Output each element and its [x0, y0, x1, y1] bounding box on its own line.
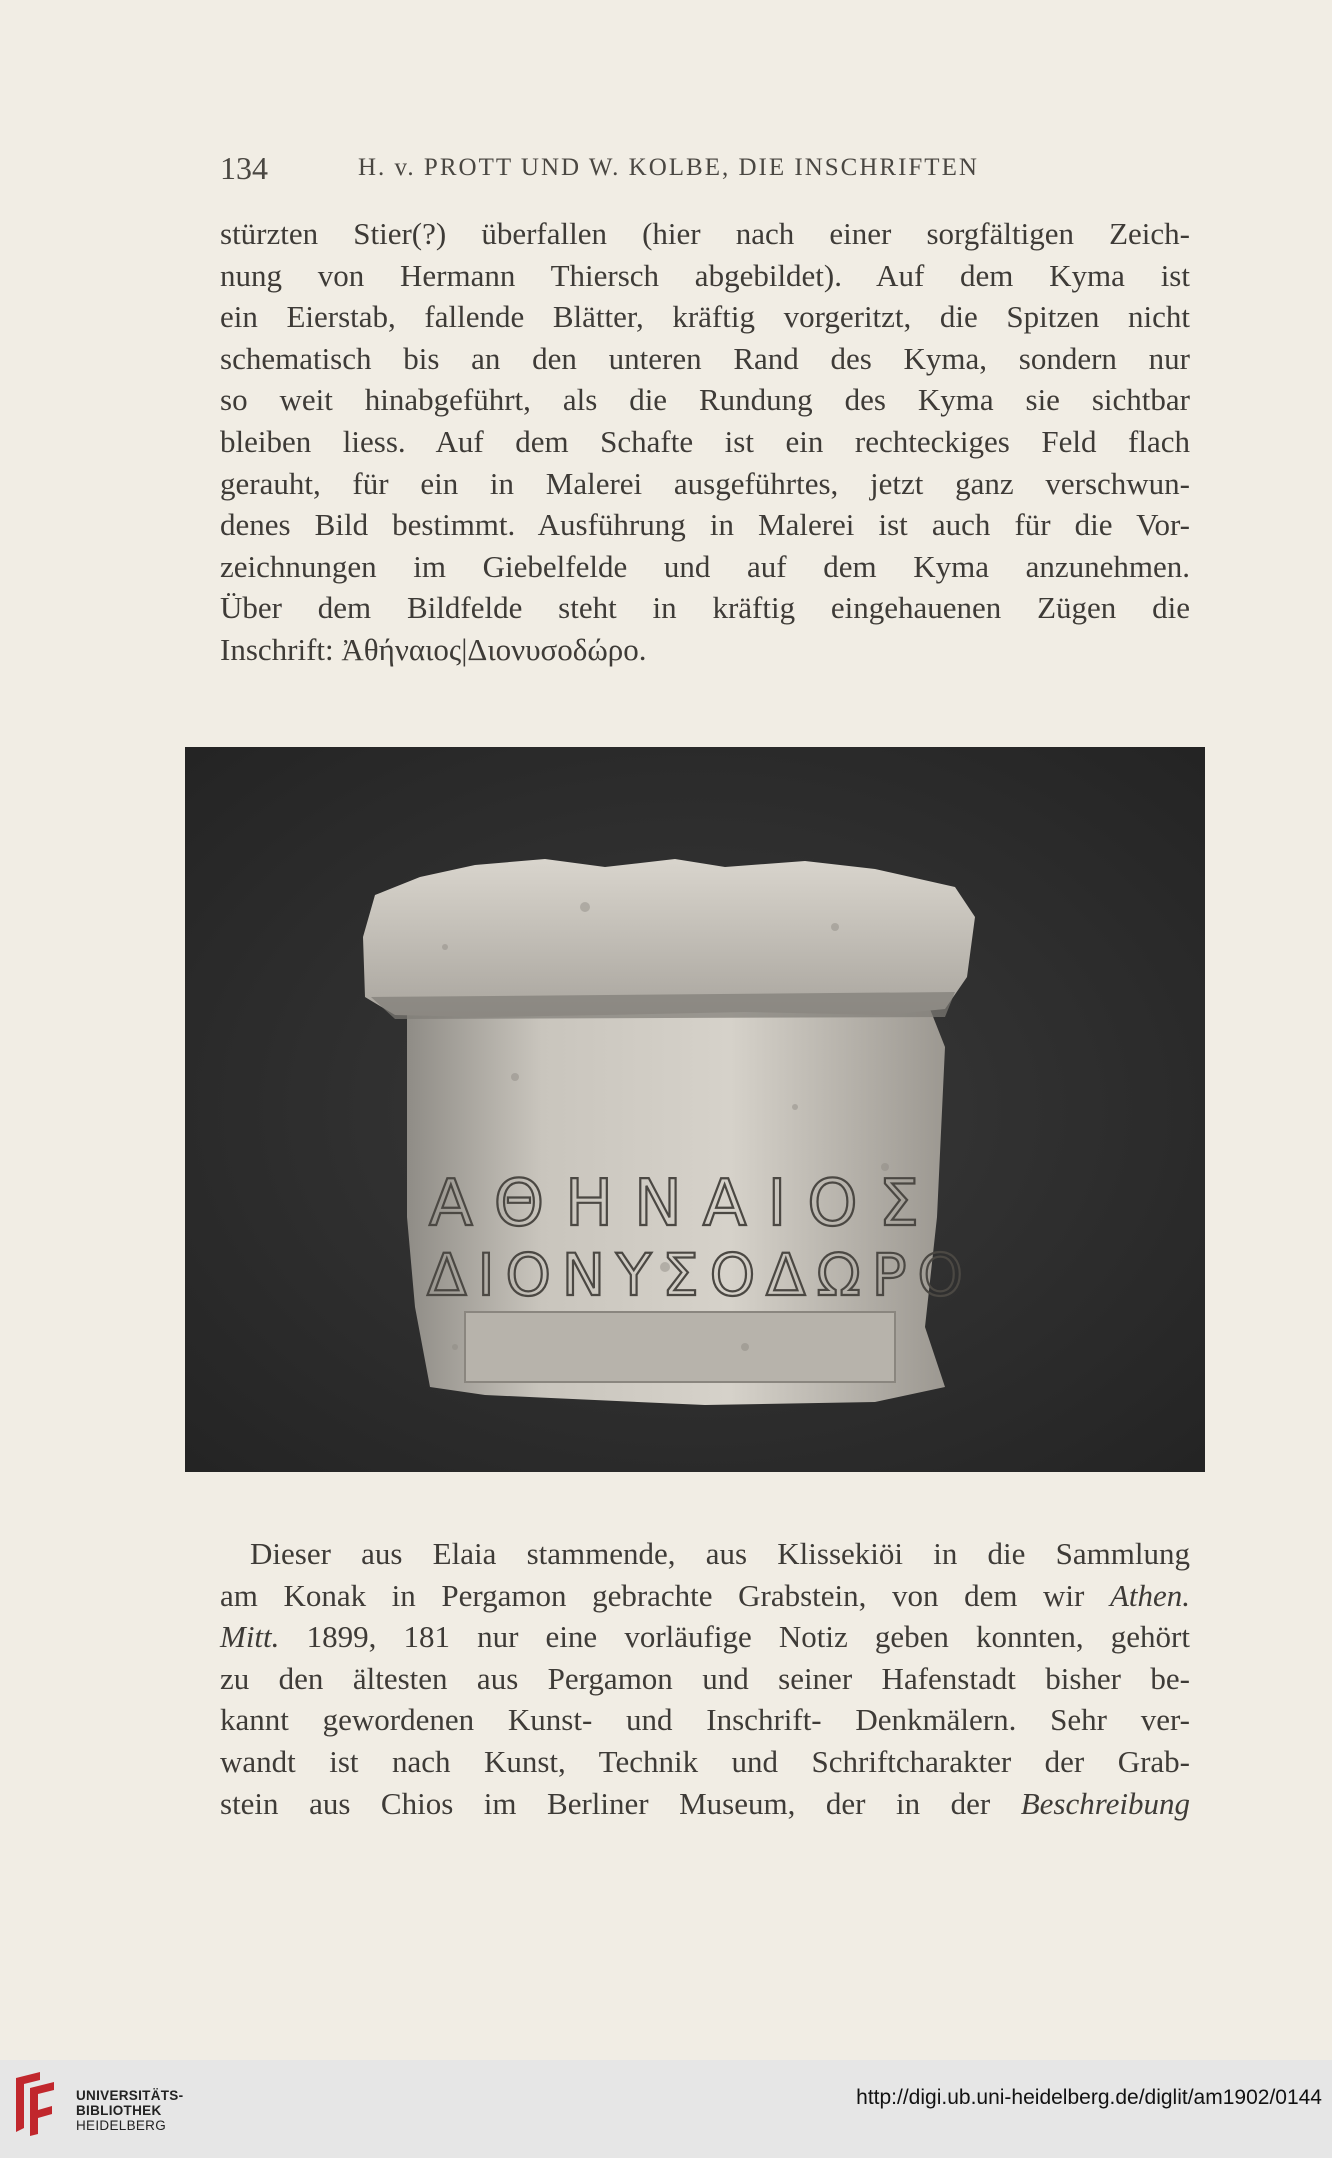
- inscription-line-1: ΑΘΗΝΑΙΟΣ: [429, 1167, 929, 1241]
- library-name-line: HEIDELBERG: [76, 2118, 167, 2133]
- text-line: zu den ältesten aus Pergamon und seiner Hafenstadt bisher be-: [220, 1660, 1190, 1696]
- text-line: gerauht, für ein in Malerei ausgeführtes, jetzt ganz verschwun-: [220, 465, 1190, 501]
- text-line: kannt gewordenen Kunst- und Inschrift- Denkmälern. Sehr ver-: [220, 1702, 1190, 1738]
- citation-italic: Athen.: [1109, 1577, 1190, 1613]
- paragraph-2: [220, 1533, 1190, 1824]
- text-line: zeichnungen im Giebelfelde und auf dem Kyma anzunehmen.: [220, 548, 1190, 584]
- library-footer: [0, 2060, 1332, 2158]
- text-line: [220, 1616, 1190, 1658]
- gravestone-photograph: [185, 747, 1205, 1472]
- text-line: nung von Hermann Thiersch abgebildet). Auf dem Kyma ist: [220, 257, 1190, 293]
- text-line: Über dem Bildfelde steht in kräftig eingehauenen Zügen die: [220, 590, 1190, 626]
- text-line: Dieser aus Elaia stammende, aus Klissekiöi in die Sammlung: [250, 1536, 1190, 1571]
- inscription-line-2: ΔΙΟΝΥΣΟΔΩΡΟ: [427, 1241, 967, 1309]
- page-number: 134: [220, 150, 268, 186]
- text-segment: stein aus Chios im Berliner Museum, der in der: [220, 1785, 1021, 1821]
- text-line: denes Bild bestimmt. Ausführung in Malerei ist auch für die Vor-: [220, 507, 1190, 543]
- library-name-line: UNIVERSITÄTS-: [76, 2088, 184, 2103]
- page-header: [220, 150, 1180, 190]
- text-segment: 1899, 181 nur eine vorläufige Notiz geben konnten, gehört: [279, 1619, 1190, 1655]
- text-line: ein Eierstab, fallende Blätter, kräftig vorgeritzt, die Spitzen nicht: [220, 299, 1190, 335]
- paragraph-1: [220, 213, 1190, 671]
- citation-italic: Mitt.: [220, 1619, 280, 1655]
- text-line: [220, 1575, 1190, 1617]
- text-line: wandt ist nach Kunst, Technik und Schriftcharakter der Grab-: [220, 1743, 1190, 1779]
- library-name: [76, 2088, 183, 2133]
- text-line: Inschrift: Ἀθήναιος|Διονυσοδώρο.: [220, 631, 647, 667]
- library-logo-icon: [10, 2070, 66, 2136]
- text-line: so weit hinabgeführt, als die Rundung des Kyma sie sichtbar: [220, 382, 1190, 418]
- text-line: bleiben liess. Auf dem Schafte ist ein rechteckiges Feld flach: [220, 423, 1190, 459]
- text-segment: am Konak in Pergamon gebrachte Grabstein, von dem wir: [220, 1577, 1110, 1613]
- text-line: stürzten Stier(?) überfallen (hier nach einer sorgfältigen Zeich-: [220, 216, 1190, 251]
- citation-italic: Beschreibung: [1020, 1785, 1190, 1821]
- running-title: H. v. PROTT UND W. KOLBE, DIE INSCHRIFTEN: [358, 154, 979, 181]
- permalink-url[interactable]: http://digi.ub.uni-heidelberg.de/diglit/am1902/0144: [856, 2086, 1322, 2109]
- text-line: [220, 1783, 1190, 1825]
- text-line: schematisch bis an den unteren Rand des Kyma, sondern nur: [220, 340, 1190, 376]
- library-name-line: BIBLIOTHEK: [76, 2103, 162, 2118]
